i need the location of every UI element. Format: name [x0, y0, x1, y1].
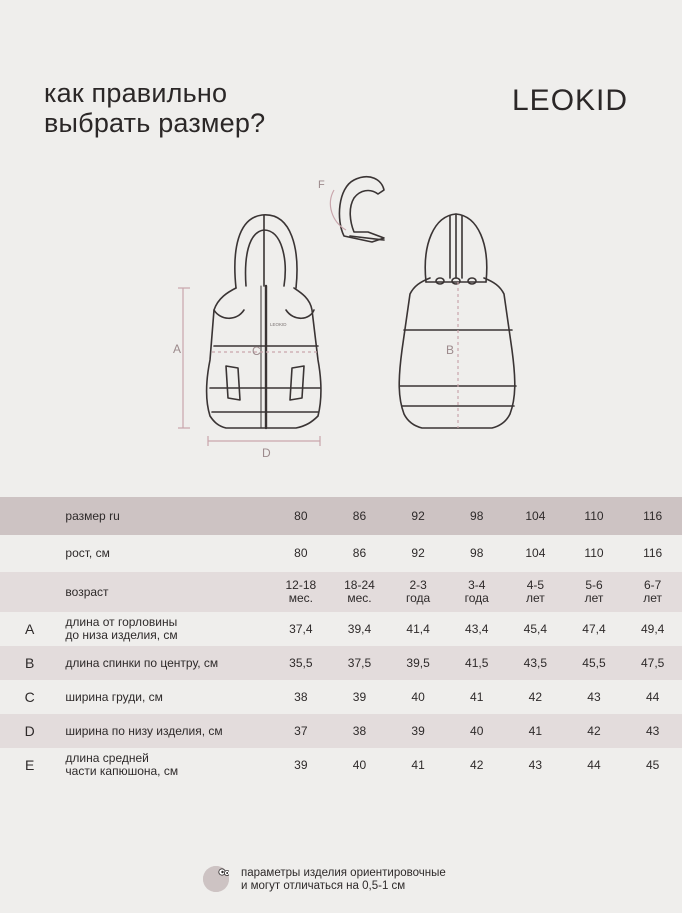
- row-label: [51, 535, 271, 572]
- label-a: A: [173, 342, 182, 356]
- table-cell: [623, 646, 682, 680]
- cell-line: 39: [294, 757, 308, 772]
- vest-illustration: [0, 160, 682, 470]
- table-cell: [272, 572, 331, 612]
- cell-line: 43: [645, 723, 660, 738]
- table-cell: [447, 612, 506, 646]
- table-cell: [272, 612, 331, 646]
- front-vest-drawing: [207, 215, 321, 428]
- cell-line: 44: [645, 689, 660, 704]
- label-d: D: [262, 446, 271, 460]
- table-cell: [565, 748, 624, 782]
- cell-line: 38: [352, 723, 367, 738]
- cell-line: 37,5: [347, 655, 372, 670]
- table-row: [0, 572, 682, 612]
- table-cell: [330, 748, 389, 782]
- cell-line: 39,4: [347, 621, 372, 636]
- table-cell: [447, 535, 506, 572]
- row-label-line: рост, см: [65, 546, 110, 560]
- table-cell: [565, 680, 624, 714]
- table-cell: [447, 680, 506, 714]
- cell-line: 47,5: [640, 655, 665, 670]
- cell-line: 6-7: [643, 578, 662, 592]
- cell-line: года: [464, 591, 489, 605]
- cell-line: 80: [294, 546, 308, 560]
- label-c: C: [252, 344, 261, 358]
- cell-line: 40: [470, 723, 484, 738]
- cell-line: года: [406, 591, 431, 605]
- table-row: [0, 748, 682, 782]
- cell-line: 45: [645, 757, 660, 772]
- cell-line: 43: [587, 689, 601, 704]
- table-cell: [623, 572, 682, 612]
- cell-line: 2-3: [409, 578, 427, 592]
- cell-line: 43,5: [523, 655, 548, 670]
- cell-line: 41,4: [406, 621, 430, 636]
- table-cell: [330, 714, 389, 748]
- row-letter: [0, 497, 51, 535]
- table-row: [0, 612, 682, 646]
- table-cell: [506, 748, 565, 782]
- cell-line: 104: [525, 508, 546, 523]
- table-cell: [389, 714, 448, 748]
- table-cell: [565, 612, 624, 646]
- table-cell: [565, 714, 624, 748]
- table-cell: [272, 535, 331, 572]
- cell-line: 12-18: [285, 578, 317, 592]
- table-cell: [447, 748, 506, 782]
- table-cell: [272, 714, 331, 748]
- table-cell: [272, 680, 331, 714]
- size-table-body: [0, 497, 682, 782]
- table-cell: [389, 646, 448, 680]
- table-cell: [565, 497, 624, 535]
- table-cell: [389, 680, 448, 714]
- cell-line: 86: [352, 546, 367, 560]
- table-cell: [389, 572, 448, 612]
- table-cell: [506, 612, 565, 646]
- table-cell: [389, 497, 448, 535]
- note-text: [241, 867, 446, 893]
- cell-line: 18-24: [344, 578, 375, 592]
- cell-line: 110: [584, 508, 604, 523]
- table-row: [0, 497, 682, 535]
- label-b: B: [446, 343, 455, 357]
- row-label: [51, 714, 271, 748]
- table-cell: [389, 612, 448, 646]
- cell-line: 49,4: [640, 621, 665, 636]
- table-cell: [506, 535, 565, 572]
- table-cell: [447, 646, 506, 680]
- cell-line: 92: [411, 508, 425, 523]
- table-cell: [447, 714, 506, 748]
- table-cell: [506, 714, 565, 748]
- row-label: [51, 646, 271, 680]
- table-cell: [623, 714, 682, 748]
- table-cell: [623, 497, 682, 535]
- row-letter: E: [25, 756, 35, 773]
- table-cell: [565, 535, 624, 572]
- table-cell: [272, 497, 331, 535]
- cell-line: 45,4: [523, 621, 548, 636]
- row-label-line: размер ru: [65, 508, 120, 523]
- table-cell: [272, 646, 331, 680]
- cell-line: 38: [294, 689, 308, 704]
- table-cell: [623, 748, 682, 782]
- cell-line: 80: [294, 508, 308, 523]
- table-cell: [330, 680, 389, 714]
- table-cell: [623, 535, 682, 572]
- table-cell: [506, 497, 565, 535]
- table-cell: [447, 572, 506, 612]
- note-line-2: и могут отличаться на 0,5-1 см: [241, 880, 406, 892]
- cell-line: 110: [584, 546, 604, 560]
- cell-line: 86: [352, 508, 367, 523]
- cell-line: мес.: [347, 591, 372, 605]
- table-cell: [623, 680, 682, 714]
- cell-line: 43: [528, 757, 543, 772]
- garment-print: LEOKID: [270, 322, 287, 327]
- cell-line: 116: [643, 508, 663, 523]
- row-label-line: части капюшона, см: [65, 764, 179, 778]
- row-label: [51, 612, 271, 646]
- note-line-1: параметры изделия ориентировочные: [241, 867, 446, 879]
- cell-line: 37: [294, 723, 308, 738]
- cell-line: 39,5: [406, 655, 430, 670]
- table-cell: [447, 497, 506, 535]
- table-row: [0, 535, 682, 572]
- brand-logo: LEOKID: [512, 84, 629, 117]
- table-cell: [330, 497, 389, 535]
- row-label-line: до низа изделия, см: [65, 628, 178, 642]
- row-label: [51, 572, 271, 612]
- table-cell: [272, 748, 331, 782]
- cell-line: 37,4: [289, 621, 313, 636]
- cell-line: 98: [470, 546, 484, 560]
- cell-line: 116: [643, 546, 663, 560]
- cell-line: 4-5: [526, 578, 545, 592]
- measurement-lines: [178, 190, 458, 446]
- table-cell: [565, 646, 624, 680]
- cell-line: 42: [587, 723, 601, 738]
- row-letter: [0, 572, 51, 612]
- table-cell: [330, 646, 389, 680]
- row-letter: B: [25, 654, 35, 671]
- cell-line: 42: [470, 757, 484, 772]
- note-mascot-icon: [203, 866, 229, 892]
- row-label: [51, 748, 271, 782]
- table-cell: [389, 748, 448, 782]
- cell-line: 5-6: [585, 578, 603, 592]
- row-letter: A: [25, 620, 35, 637]
- row-label-line: ширина груди, см: [65, 689, 163, 704]
- title-line-2: выбрать размер?: [44, 108, 266, 138]
- row-label-line: длина средней: [65, 751, 149, 765]
- cell-line: 3-4: [468, 578, 486, 592]
- table-row: [0, 680, 682, 714]
- size-table: [0, 497, 682, 782]
- cell-line: 98: [470, 508, 484, 523]
- cell-line: лет: [643, 591, 663, 605]
- cell-line: 92: [411, 546, 425, 560]
- cell-line: 39: [352, 689, 367, 704]
- row-label: [51, 497, 271, 535]
- footer-note: [203, 864, 503, 894]
- cell-line: 41,5: [465, 655, 489, 670]
- row-label-line: длина спинки по центру, см: [65, 655, 219, 670]
- row-label-line: длина от горловины: [65, 615, 178, 629]
- table-cell: [506, 646, 565, 680]
- title-line-1: как правильно: [44, 78, 228, 108]
- table-cell: [389, 535, 448, 572]
- table-row: [0, 646, 682, 680]
- table-cell: [623, 612, 682, 646]
- table-row: [0, 714, 682, 748]
- table-cell: [506, 680, 565, 714]
- cell-line: 40: [411, 689, 425, 704]
- row-label-line: возраст: [65, 584, 109, 599]
- table-cell: [506, 572, 565, 612]
- cell-line: 44: [587, 757, 601, 772]
- cell-line: 45,5: [582, 655, 606, 670]
- row-letter: C: [24, 688, 35, 705]
- label-f: F: [318, 179, 325, 191]
- cell-line: 40: [352, 757, 367, 772]
- cell-line: 47,4: [582, 621, 606, 636]
- cell-line: 41: [528, 723, 543, 738]
- cell-line: 41: [411, 757, 425, 772]
- cell-line: мес.: [288, 591, 313, 605]
- cell-line: 104: [525, 546, 546, 560]
- cell-line: лет: [584, 591, 604, 605]
- cell-line: 39: [411, 723, 425, 738]
- table-cell: [330, 535, 389, 572]
- hood-detail-drawing: [339, 177, 384, 242]
- row-label-line: ширина по низу изделия, см: [65, 723, 223, 738]
- row-letter: [0, 535, 51, 572]
- table-cell: [565, 572, 624, 612]
- cell-line: 35,5: [289, 655, 313, 670]
- row-label: [51, 680, 271, 714]
- cell-line: лет: [525, 591, 545, 605]
- cell-line: 43,4: [465, 621, 489, 636]
- cell-line: 41: [470, 689, 484, 704]
- table-cell: [330, 612, 389, 646]
- row-letter: D: [24, 722, 35, 739]
- cell-line: 42: [528, 689, 543, 704]
- table-cell: [330, 572, 389, 612]
- page-title: [44, 78, 265, 138]
